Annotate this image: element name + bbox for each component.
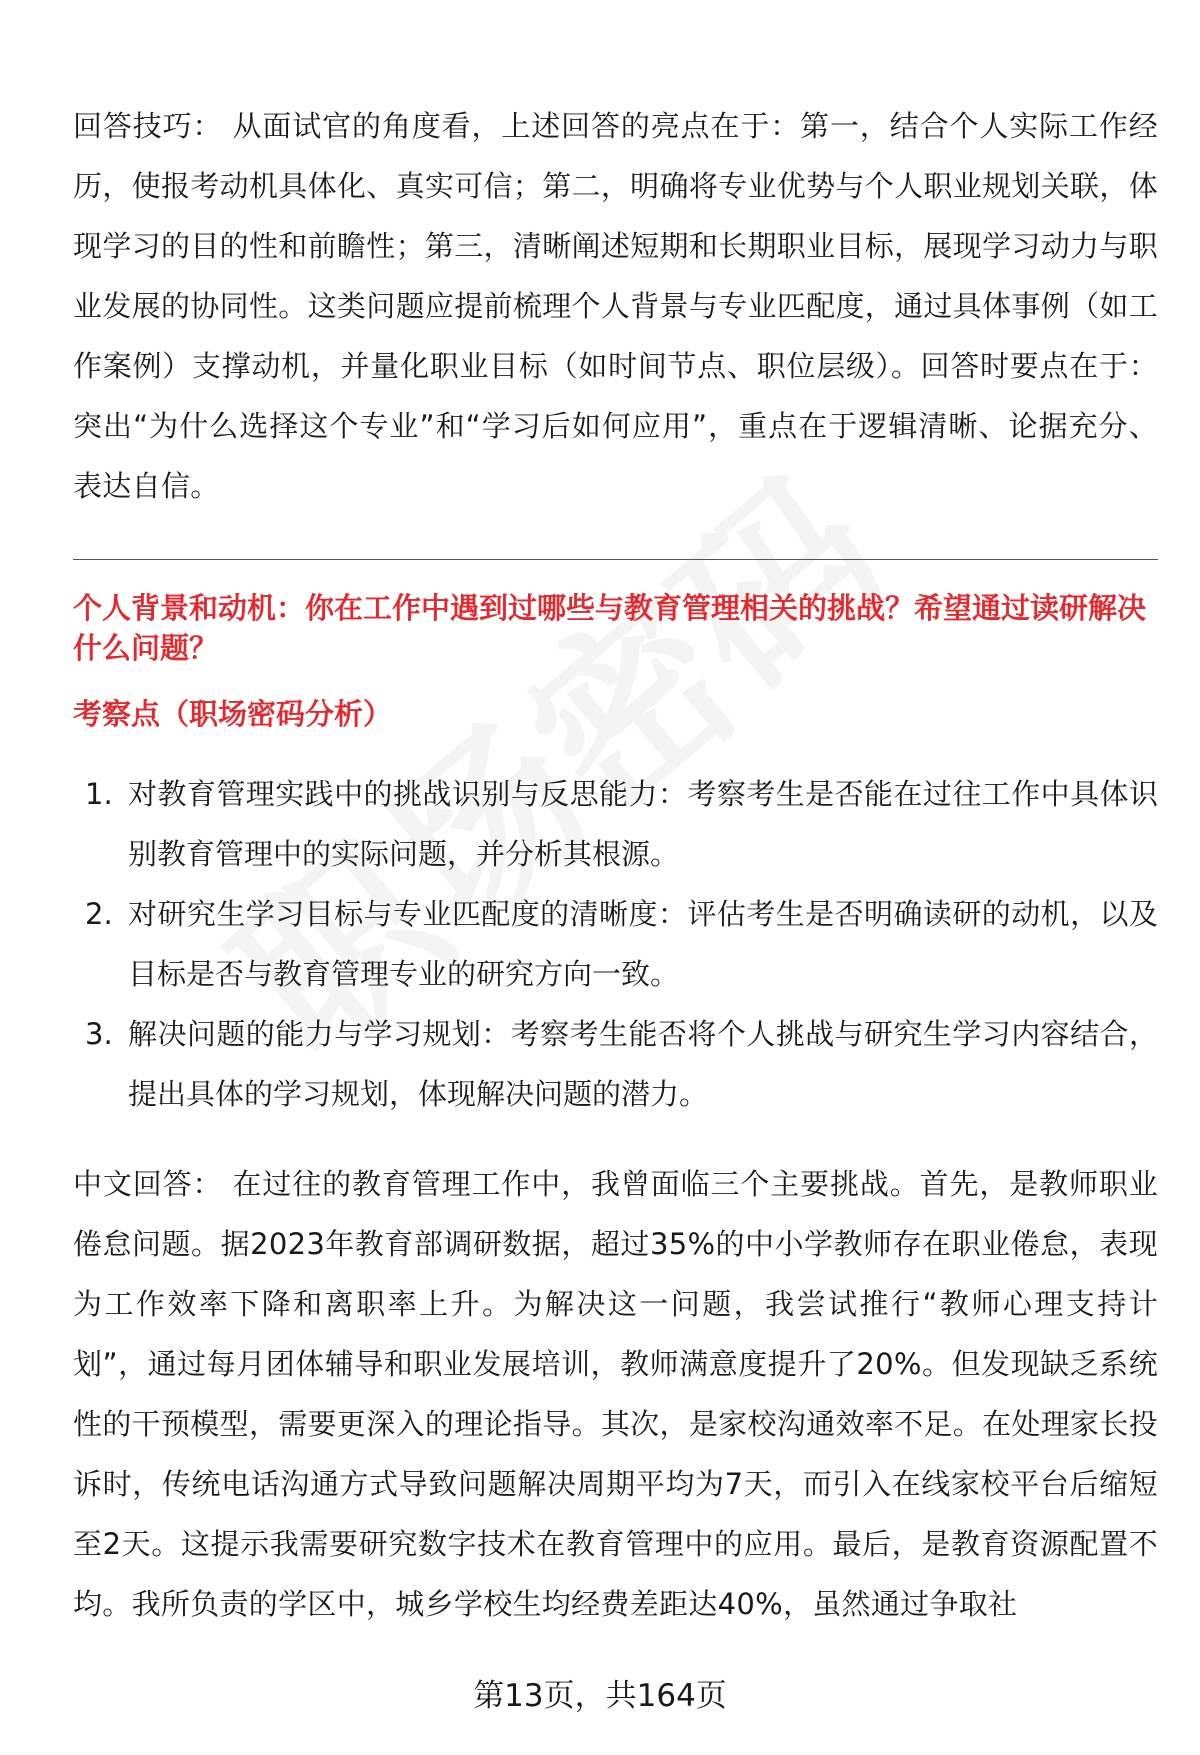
list-item — [73, 764, 1158, 884]
list-item-number: 2. — [85, 897, 113, 931]
document-page — [73, 96, 1158, 1634]
list-item-text: 对教育管理实践中的挑战识别与反思能力：考察考生是否能在过往工作中具体识别教育管理中的实际问题，并分析其根源。 — [128, 777, 1158, 871]
analysis-subheading: 考察点（职场密码分析） — [73, 697, 393, 731]
list-item-text: 对研究生学习目标与专业匹配度的清晰度：评估考生是否明确读研的动机，以及目标是否与教育管理专业的研究方向一致。 — [128, 897, 1158, 991]
question-heading: 个人背景和动机：你在工作中遇到过哪些与教育管理相关的挑战？希望通过读研解决什么问题？ — [73, 591, 1147, 665]
intro-paragraph: 回答技巧： 从面试官的角度看，上述回答的亮点在于：第一，结合个人实际工作经历，使报考动机具体化、真实可信；第二，明确将专业优势与个人职业规划关联，体现学习的目的性和前瞻性；第三，清晰阐述短期和长期职业目标，展现学习动力与职业发展的协同性。这类问题应提前梳理个人背景与专业匹配度，通过具体事例（如工作案例）支撑动机，并量化职业目标（如时间节点、职位层级）。回答时要点在于：突出“为什么选择这个专业”和“学习后如何应用”，重点在于逻辑清晰、论据充分、表达自信。 — [73, 109, 1158, 503]
answer-paragraph: 中文回答： 在过往的教育管理工作中，我曾面临三个主要挑战。首先，是教师职业倦怠问题。据2023年教育部调研数据，超过35%的中小学教师存在职业倦怠，表现为工作效率下降和离职率上升。为解决这一问题，我尝试推行“教师心理支持计划”，通过每月团体辅导和职业发展培训，教师满意度提升了20%。但发现缺乏系统性的干预模型，需要更深入的理论指导。其次，是家校沟通效率不足。在处理家长投诉时，传统电话沟通方式导致问题解决周期平均为7天，而引入在线家校平台后缩短至2天。这提示我需要研究数字技术在教育管理中的应用。最后，是教育资源配置不均。我所负责的学区中，城乡学校生均经费差距达40%，虽然通过争取社 — [73, 1167, 1158, 1621]
list-item — [73, 884, 1158, 1004]
list-item-number: 3. — [85, 1017, 113, 1051]
analysis-points-list — [73, 764, 1158, 1124]
list-item-text: 解决问题的能力与学习规划：考察考生能否将个人挑战与研究生学习内容结合，提出具体的学习规划，体现解决问题的潜力。 — [128, 1017, 1158, 1111]
list-item — [73, 1004, 1158, 1124]
page-footer: 第13页，共164页 — [473, 1678, 727, 1714]
section-divider — [73, 559, 1158, 560]
list-item-number: 1. — [85, 777, 113, 811]
